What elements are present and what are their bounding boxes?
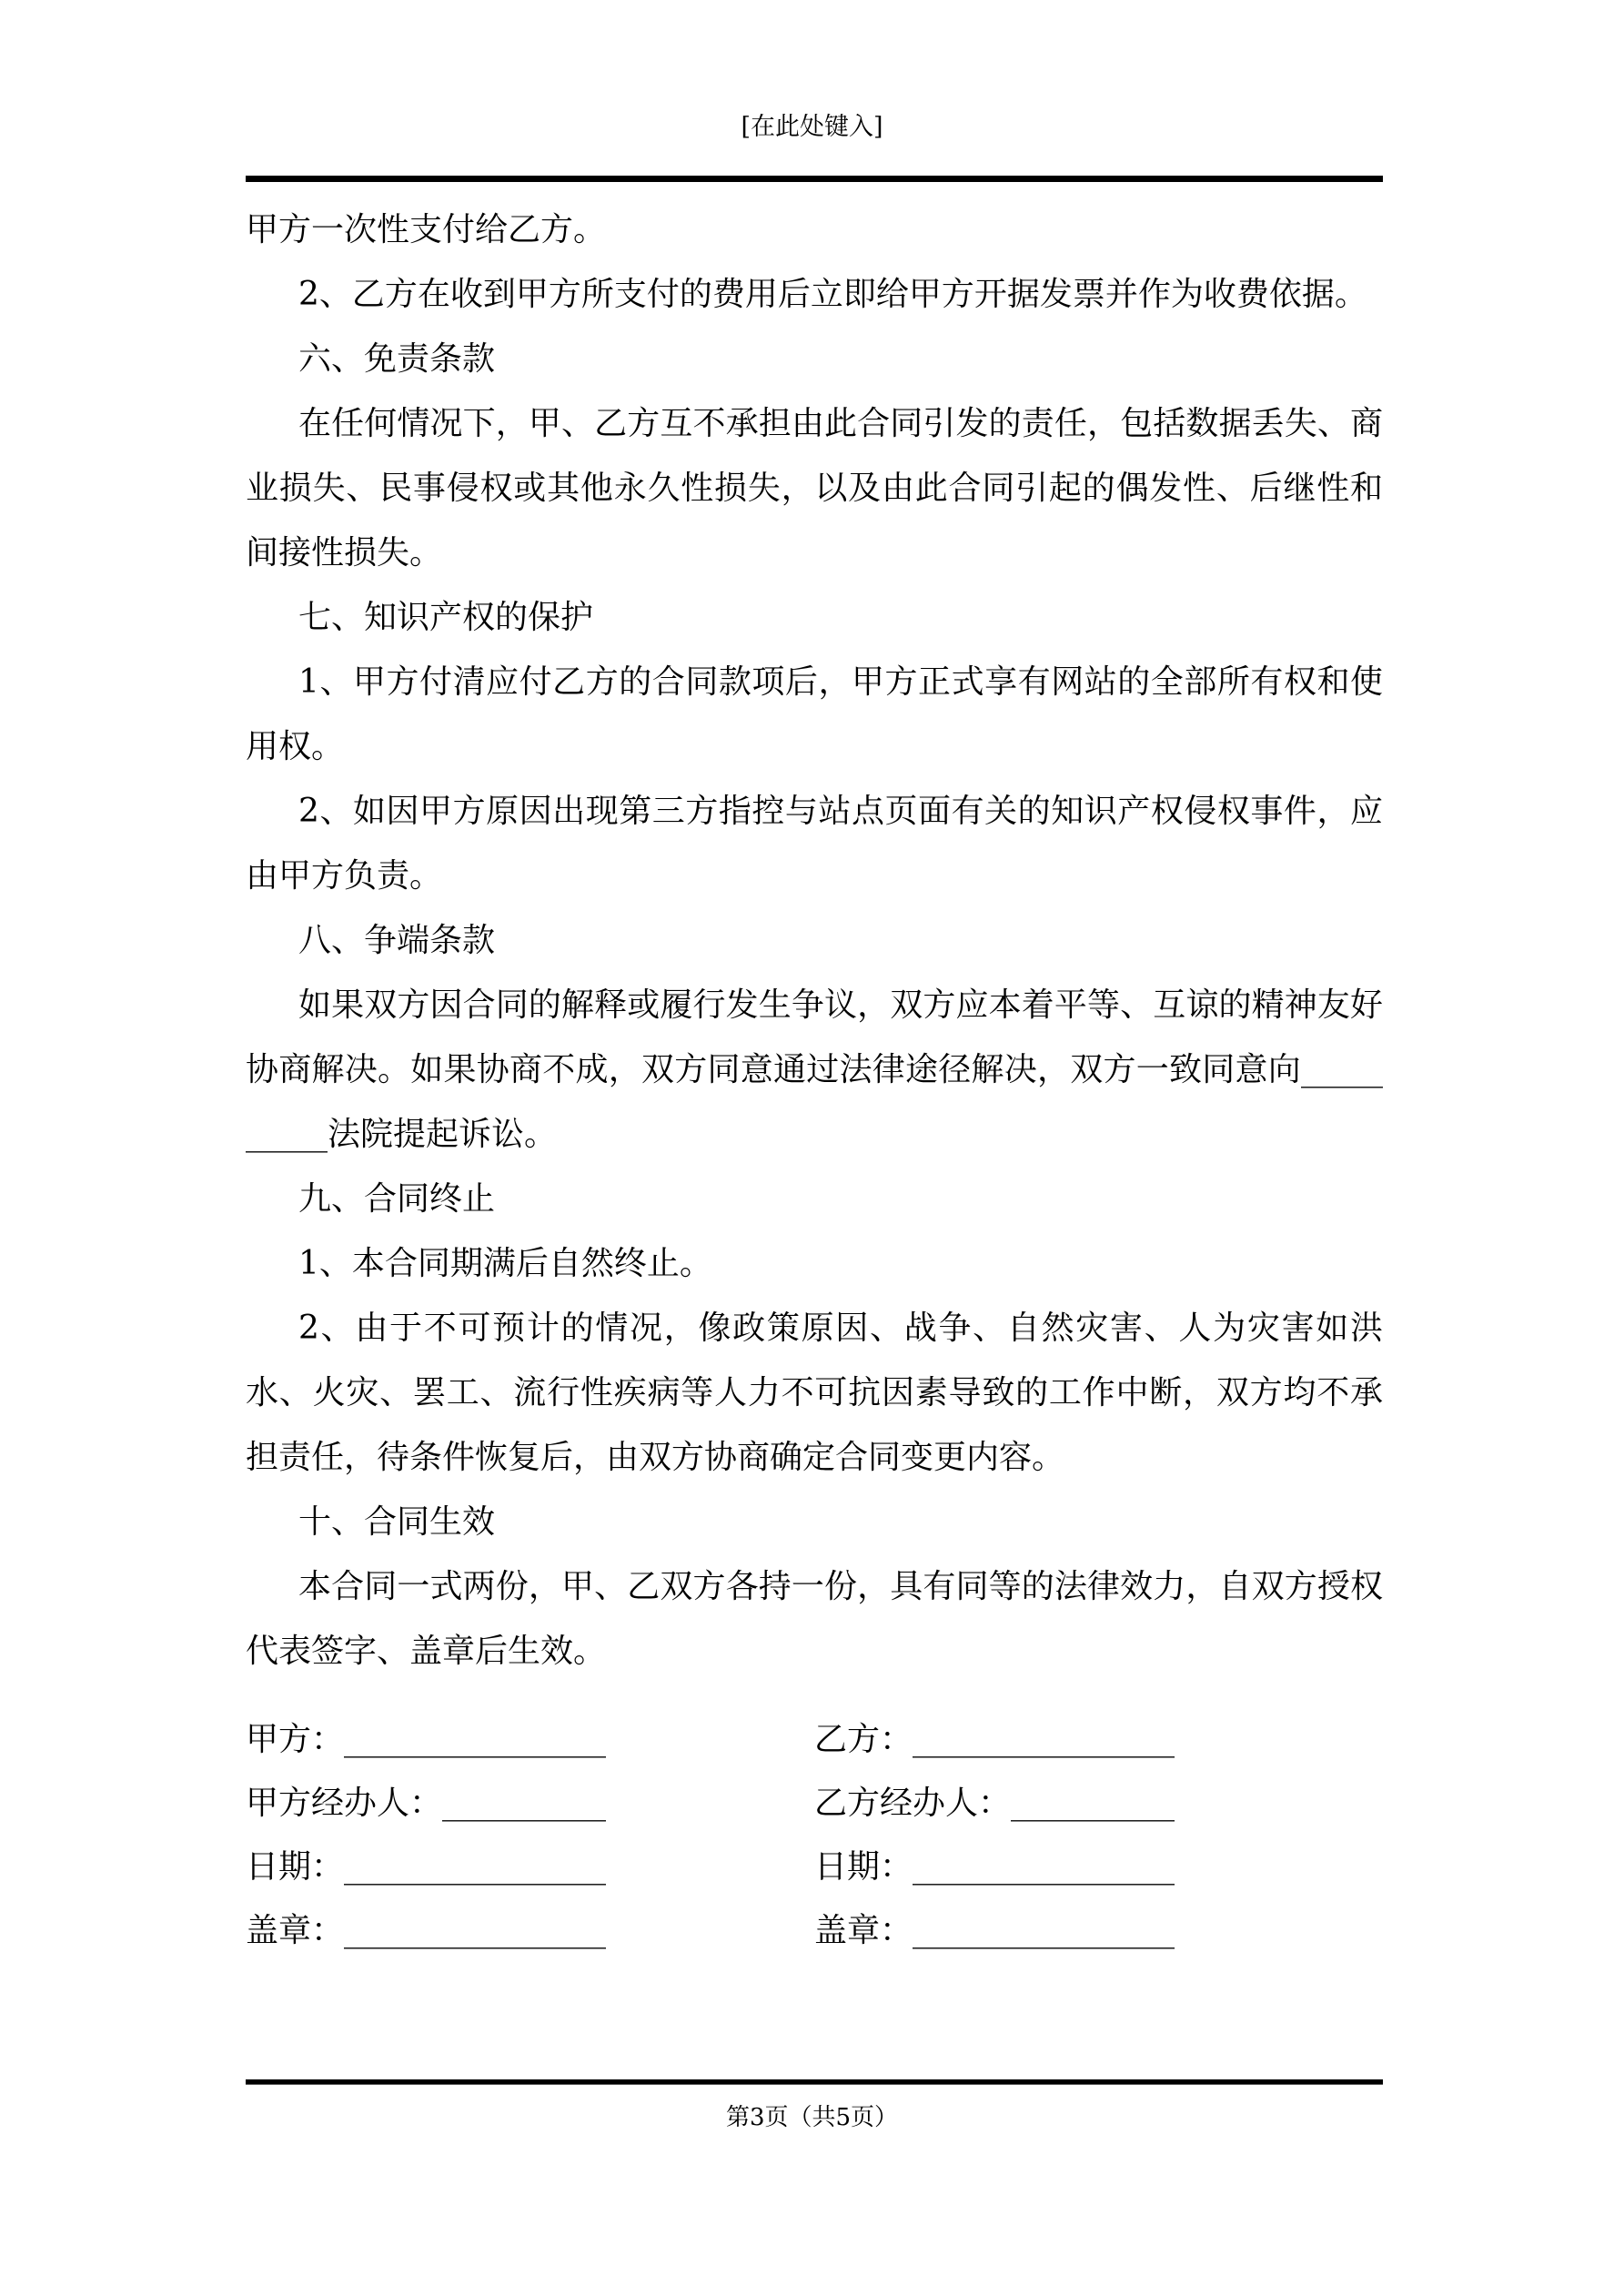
signature-right-cell [814, 1836, 1383, 1899]
signature-label: 盖章： [246, 1912, 345, 1949]
header-rule [246, 176, 1383, 182]
paragraph: 十、合同生效 [298, 1503, 496, 1541]
signature-blank: __________ [1011, 1785, 1175, 1822]
signature-left-cell [246, 1899, 814, 1963]
paragraph: 本合同一式两份，甲、乙双方各持一份，具有同等的法律效力，自双方授权代表签字、盖章后生效。 [246, 1568, 1383, 1670]
paragraph: 七、知识产权的保护 [298, 599, 594, 636]
signature-left-cell [246, 1772, 814, 1836]
signature-right-cell [814, 1899, 1383, 1963]
paragraph: 2、如因甲方原因出现第三方指控与站点页面有关的知识产权侵权事件，应由甲方负责。 [246, 793, 1383, 895]
signature-blank: ________________ [913, 1721, 1175, 1758]
signature-blank: ________________ [344, 1721, 607, 1758]
paragraph: 1、甲方付清应付乙方的合同款项后，甲方正式享有网站的全部所有权和使用权。 [246, 663, 1383, 765]
signature-label: 日期： [246, 1848, 345, 1886]
signature-row [246, 1836, 1383, 1899]
signature-label: 乙方： [814, 1721, 913, 1758]
signature-right-cell [814, 1772, 1383, 1836]
signature-row [246, 1899, 1383, 1963]
signature-blank: ________________ [344, 1912, 607, 1949]
paragraph: 甲方一次性支付给乙方。 [246, 211, 607, 248]
signature-label: 乙方经办人： [814, 1785, 1012, 1822]
signature-blank: ________________ [913, 1848, 1175, 1886]
paragraph: 如果双方因合同的解释或履行发生争议，双方应本着平等、互谅的精神友好协商解决。如果协商不成，双方同意通过法律途径解决，双方一致同意向__________法院提起诉讼。 [246, 986, 1383, 1153]
paragraph: 2、乙方在收到甲方所支付的费用后立即给甲方开据发票并作为收费依据。 [298, 276, 1367, 313]
paragraph: 六、免责条款 [298, 340, 496, 378]
paragraph: 八、争端条款 [298, 922, 496, 959]
signature-label: 甲方经办人： [246, 1785, 443, 1822]
header-placeholder: [在此处键入] [741, 113, 883, 141]
signature-right-cell [814, 1708, 1383, 1772]
signature-blank: __________ [442, 1785, 607, 1822]
signature-block [246, 1708, 1383, 1963]
signature-blank: ________________ [344, 1848, 607, 1886]
signature-label: 盖章： [814, 1912, 913, 1949]
footer-page-number: 第3页（共5页） [725, 2104, 899, 2131]
footer-rule [246, 2079, 1383, 2085]
signature-label: 日期： [814, 1848, 913, 1886]
signature-label: 甲方： [246, 1721, 345, 1758]
signature-blank: ________________ [913, 1912, 1175, 1949]
signature-left-cell [246, 1708, 814, 1772]
signature-left-cell [246, 1836, 814, 1899]
signature-row [246, 1772, 1383, 1836]
signature-row [246, 1708, 1383, 1772]
paragraph: 在任何情况下，甲、乙方互不承担由此合同引发的责任，包括数据丢失、商业损失、民事侵权或其他永久性损失，以及由此合同引起的偶发性、后继性和间接性损失。 [246, 405, 1383, 571]
paragraph: 九、合同终止 [298, 1180, 496, 1218]
paragraph: 1、本合同期满后自然终止。 [298, 1245, 712, 1282]
paragraph: 2、由于不可预计的情况，像政策原因、战争、自然灾害、人为灾害如洪水、火灾、罢工、流行性疾病等人力不可抗因素导致的工作中断，双方均不承担责任，待条件恢复后，由双方协商确定合同变更内容。 [246, 1310, 1383, 1476]
contract-body [246, 197, 1383, 1684]
